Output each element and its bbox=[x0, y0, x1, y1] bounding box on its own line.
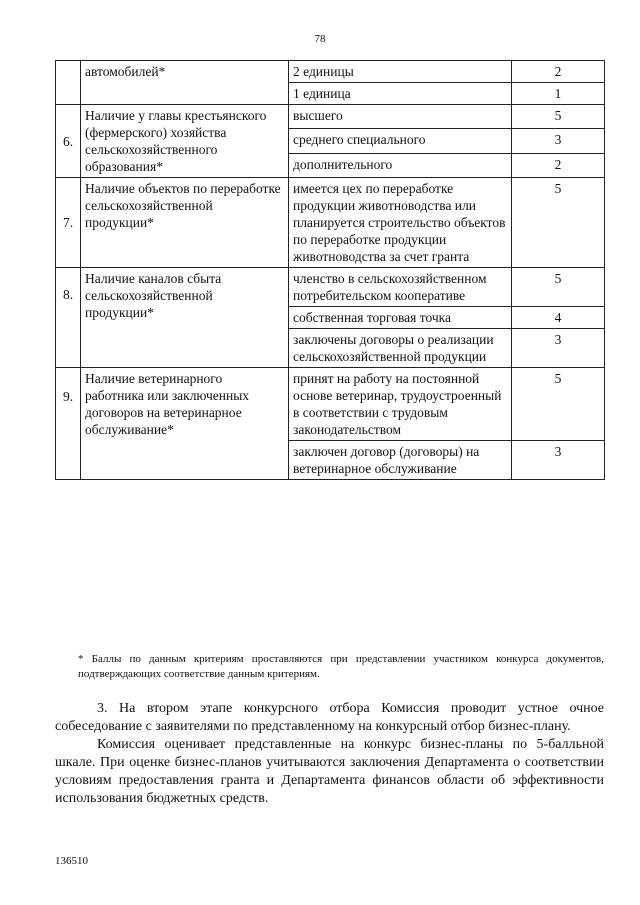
table-row bbox=[56, 268, 605, 307]
criterion-cell: автомобилей* bbox=[81, 61, 289, 105]
score-cell: 1 bbox=[512, 83, 605, 105]
row-number bbox=[56, 61, 81, 105]
body-paragraph: 3. На втором этапе конкурсного отбора Комиссия проводит устное очное собеседование с заявителями по представленному на конкурсный отбор бизнес-плану. bbox=[55, 701, 604, 734]
score-cell: 5 bbox=[512, 368, 605, 441]
score-cell: 5 bbox=[512, 178, 605, 268]
option-cell: высшего bbox=[289, 105, 512, 129]
score-cell: 3 bbox=[512, 129, 605, 153]
score-cell: 5 bbox=[512, 268, 605, 307]
score-cell: 2 bbox=[512, 61, 605, 83]
score-cell: 5 bbox=[512, 105, 605, 129]
score-cell: 3 bbox=[512, 441, 605, 480]
table-row bbox=[56, 61, 605, 83]
criterion-cell: Наличие объектов по переработке сельскохозяйственной продукции* bbox=[81, 178, 289, 268]
row-number-text: 9. bbox=[62, 389, 74, 404]
row-number: 6. bbox=[56, 105, 81, 178]
row-number bbox=[56, 368, 81, 480]
table-row bbox=[56, 105, 605, 129]
table-row bbox=[56, 178, 605, 268]
row-number-text: 8. bbox=[62, 287, 74, 302]
page-number: 78 bbox=[314, 33, 326, 45]
option-cell: дополнительного bbox=[289, 153, 512, 177]
option-cell: членство в сельскохозяйственном потребительском кооперативе bbox=[289, 268, 512, 307]
criterion-cell: Наличие ветеринарного работника или заключенных договоров на ветеринарное обслуживание* bbox=[81, 368, 289, 480]
option-cell: 2 единицы bbox=[289, 61, 512, 83]
option-cell: среднего специального bbox=[289, 129, 512, 153]
score-cell: 3 bbox=[512, 329, 605, 368]
score-cell: 4 bbox=[512, 307, 605, 329]
row-number bbox=[56, 268, 81, 368]
score-cell: 2 bbox=[512, 153, 605, 177]
footnote: * Баллы по данным критериям проставляются при представлении участником конкурса документов, подтверждающих соответствие данным критериям. bbox=[78, 653, 604, 680]
option-cell: 1 единица bbox=[289, 83, 512, 105]
document-code: 136510 bbox=[55, 855, 88, 867]
option-cell: заключен договор (договоры) на ветеринарное обслуживание bbox=[289, 441, 512, 480]
option-cell: заключены договоры о реализации сельскохозяйственной продукции bbox=[289, 329, 512, 368]
row-number: 7. bbox=[56, 178, 81, 268]
criteria-table bbox=[55, 60, 605, 480]
option-cell: принят на работу на постоянной основе ветеринар, трудоустроенный в соответствии с трудовым законодательством bbox=[289, 368, 512, 441]
body-paragraph: Комиссия оценивает представленные на конкурс бизнес-планы по 5-балльной шкале. При оценке бизнес-планов учитываются заключения Департамента о соответствии условиям предоставления гранта и Департамента финансов области об эффективности использования бюджетных средств. bbox=[55, 737, 604, 806]
criterion-cell: Наличие у главы крестьянского (фермерского) хозяйства сельскохозяйственного образования* bbox=[81, 105, 289, 178]
table-row bbox=[56, 368, 605, 441]
option-cell: собственная торговая точка bbox=[289, 307, 512, 329]
option-cell: имеется цех по переработке продукции животноводства или планируется строительство объектов по переработке продукции животноводства за счет гранта bbox=[289, 178, 512, 268]
criterion-cell: Наличие каналов сбыта сельскохозяйственной продукции* bbox=[81, 268, 289, 368]
